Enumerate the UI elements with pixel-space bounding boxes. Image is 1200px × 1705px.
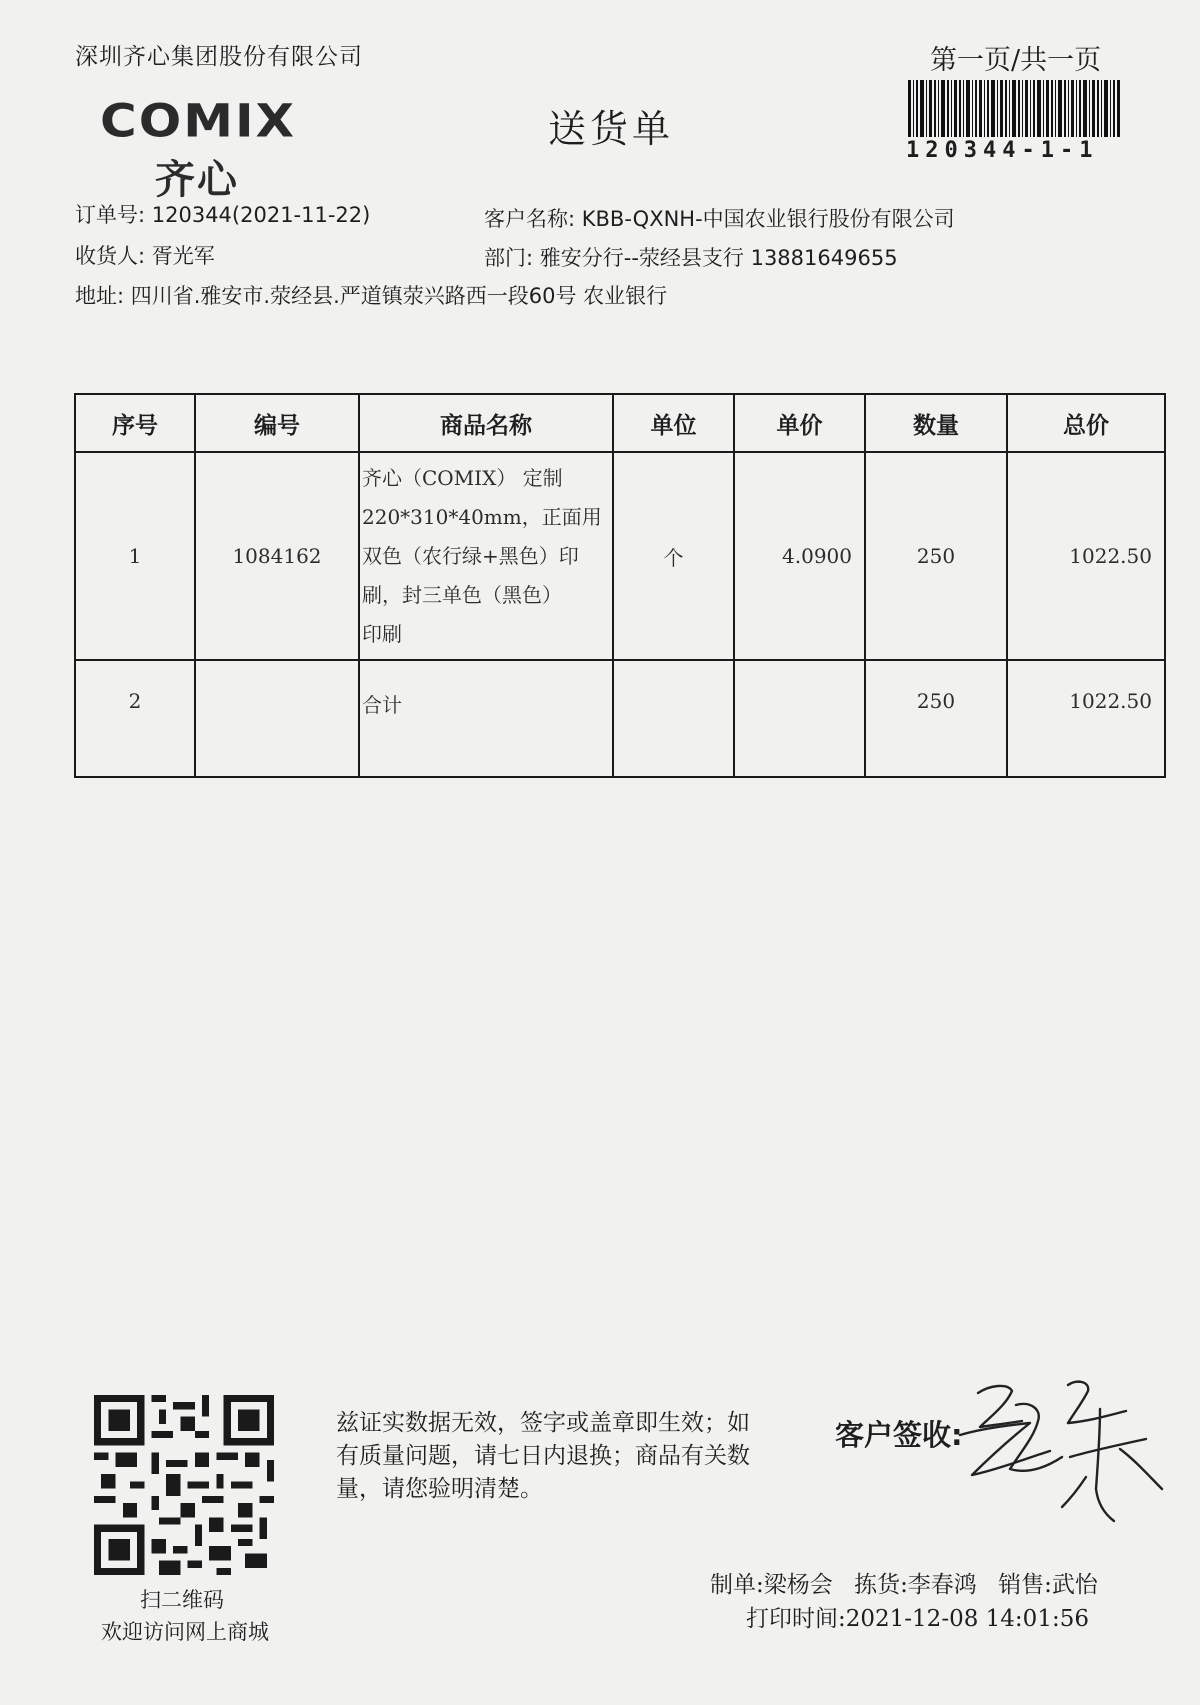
company-name: 深圳齐心集团股份有限公司 bbox=[75, 44, 363, 70]
table-header-row bbox=[75, 394, 1165, 452]
handwritten-signature bbox=[950, 1365, 1180, 1545]
order-number: 订单号: 120344(2021-11-22) bbox=[75, 203, 371, 227]
header-product-name: 商品名称 bbox=[359, 394, 613, 452]
department: 部门: 雅安分行--荥经县支行 13881649655 bbox=[484, 246, 898, 270]
product-name-line: 双色（农行绿+黑色）印 bbox=[362, 544, 579, 568]
cell-unit-price bbox=[734, 660, 865, 777]
product-name-line: 刷，封三单色（黑色） bbox=[362, 583, 562, 607]
cell-code: 1084162 bbox=[195, 452, 359, 660]
cell-quantity: 250 bbox=[865, 452, 1007, 660]
cell-total: 1022.50 bbox=[1007, 660, 1165, 777]
address: 地址: 四川省.雅安市.荥经县.严道镇荥兴路西一段60号 农业银行 bbox=[75, 284, 668, 308]
comix-logo bbox=[100, 94, 297, 203]
product-name-line: 220*310*40mm，正面用 bbox=[362, 505, 602, 529]
cell-unit-price: 4.0900 bbox=[734, 452, 865, 660]
logo-chinese: 齐心 bbox=[155, 157, 239, 203]
cell-quantity: 250 bbox=[865, 660, 1007, 777]
picker: 拣货:李春鸿 bbox=[854, 1572, 977, 1598]
cell-unit bbox=[613, 660, 734, 777]
cell-seq: 2 bbox=[75, 660, 195, 777]
sales: 销售:武怡 bbox=[998, 1572, 1098, 1598]
header-code: 编号 bbox=[195, 394, 359, 452]
header-unit: 单位 bbox=[613, 394, 734, 452]
maker: 制单:梁杨会 bbox=[710, 1572, 833, 1598]
header-seq: 序号 bbox=[75, 394, 195, 452]
header-quantity: 数量 bbox=[865, 394, 1007, 452]
notice-text: 兹证实数据无效，签字或盖章即生效；如有质量问题，请七日内退换；商品有关数量，请您验明清楚。 bbox=[336, 1410, 750, 1502]
cell-unit: 个 bbox=[613, 452, 734, 660]
cell-product-name bbox=[359, 452, 613, 660]
qr-code-icon bbox=[94, 1395, 274, 1575]
goods-table bbox=[74, 393, 1166, 778]
header-unit-price: 单价 bbox=[734, 394, 865, 452]
document-title: 送货单 bbox=[548, 107, 675, 151]
cell-product-name: 合计 bbox=[359, 660, 613, 777]
qr-caption-scan: 扫二维码 bbox=[140, 1588, 224, 1612]
customer-sign-label: 客户签收: bbox=[835, 1418, 963, 1452]
table-row bbox=[75, 660, 1165, 777]
table-row bbox=[75, 452, 1165, 660]
page-number: 第一页/共一页 bbox=[930, 45, 1102, 76]
cell-seq: 1 bbox=[75, 452, 195, 660]
receiver: 收货人: 胥光军 bbox=[75, 244, 215, 268]
qr-caption-mall: 欢迎访问网上商城 bbox=[101, 1620, 269, 1644]
barcode-number: 120344-1-1 bbox=[906, 138, 1099, 163]
print-time: 打印时间:2021-12-08 14:01:56 bbox=[746, 1606, 1089, 1632]
product-name-line: 齐心（COMIX） 定制 bbox=[362, 466, 563, 490]
product-name-line: 印刷 bbox=[362, 622, 402, 646]
customer-name: 客户名称: KBB-QXNH-中国农业银行股份有限公司 bbox=[484, 207, 955, 231]
cell-code bbox=[195, 660, 359, 777]
cell-total: 1022.50 bbox=[1007, 452, 1165, 660]
barcode-icon bbox=[908, 80, 1120, 137]
logo-english: COMIX bbox=[100, 94, 297, 148]
staff-line bbox=[710, 1566, 1112, 1599]
header-total: 总价 bbox=[1007, 394, 1165, 452]
